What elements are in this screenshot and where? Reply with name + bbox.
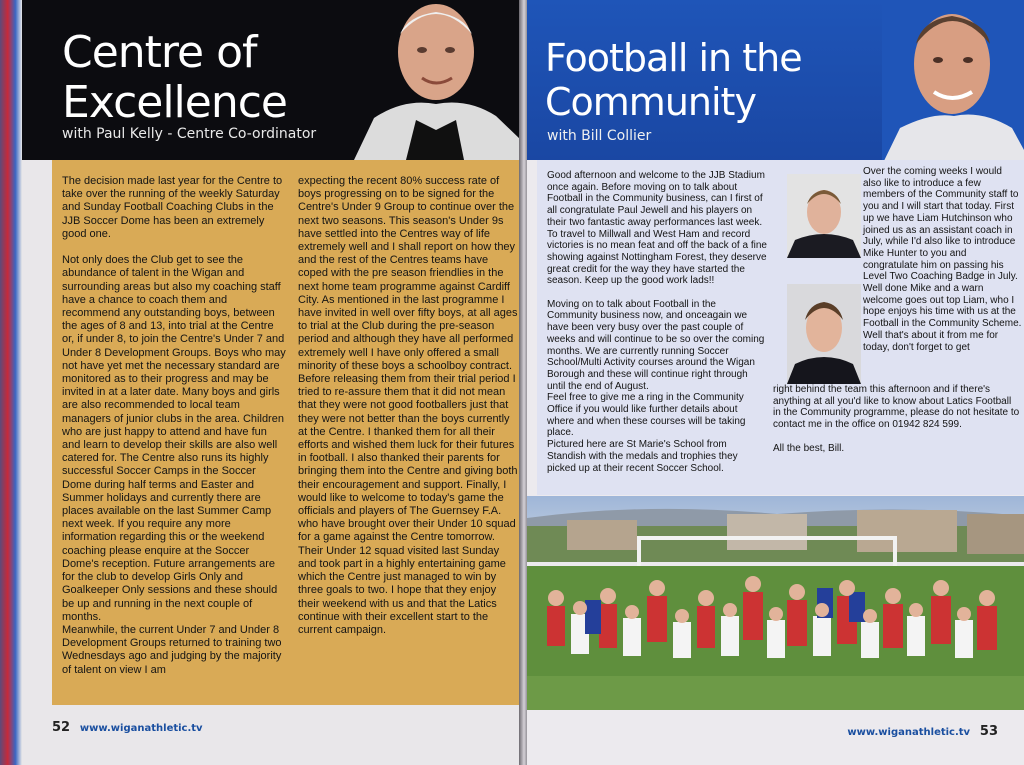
left-page-number: 52 bbox=[52, 720, 71, 735]
right-page-number: 53 bbox=[979, 724, 998, 739]
liam-hutchinson-photo bbox=[787, 174, 861, 258]
left-page-url: www.wiganathletic.tv bbox=[79, 723, 203, 734]
right-page-header bbox=[527, 0, 1024, 160]
right-article-column-3: right behind the team this afternoon and if there's anything at all you'd like to know about Latics Football in the Community programme, please do not hesitate to contact me in the office on 01942 824 599. All the best, Bill. bbox=[773, 384, 1020, 454]
right-page-footer bbox=[847, 724, 998, 739]
left-title-line1: Centre of bbox=[62, 27, 257, 78]
left-page-subtitle: with Paul Kelly - Centre Co-ordinator bbox=[62, 126, 317, 142]
adjacent-pages-edge bbox=[0, 0, 22, 765]
left-article-column-1: The decision made last year for the Centre to take over the running of the weekly Saturday and Sunday Football Coaching Clubs in the JJB Soccer Dome has been an extremely good one. Not only does the Club get to see the abundance of talent in the Wigan and surrounding areas but also my coaching staff have a chance to coach them and recommend any outstanding boys, between the ages of 8 and 13, into trial at the Centre or, if under 8, to join the Centre's Under 7 and Under 8 Development Groups. Boys who may not have yet met the necessary standard are monitored as to their progress and may be invited in at a later date. Many boys and girls are also recommended to local team managers of junior clubs in the area. Children who are just happy to attend and have fun and learn to develop their skills are also well catered for. The Centre also runs its highly successful Soccer Camps in the Soccer Dome during half terms and Easter and Summer holidays and currently there are places available on the last Summer Camp next week. If you require any more information regarding this or the weekend coaching please enquire at the Soccer Dome's reception. Future arrangements are for the club to develop Girls Only and Goalkeeper Only sessions and these should be up and running in the next couple of months. Meanwhile, the current Under 7 and Under 8 Development Groups returned to training two Wednesdays ago and judging by the majority of talent on view I am bbox=[62, 175, 286, 676]
right-article-panel bbox=[537, 160, 1024, 495]
left-article-column-2: expecting the recent 80% success rate of boys progressing on to be signed for the Centre's Under 9 Group to continue over the next two seasons. This season's Under 9s have settled into the Centres way of life extremely well and I shall report on how they and the rest of the Centres teams have coped with the pre season friendlies in the next home team programme against Cardiff City. As mentioned in the last programme I have invited in well over fifty boys, at all ages to trial at the Club during the pre-season period and although they have all performed extremely well I have only offered a small minority of these boys a schoolboy contract. Before releasing them from their trial period I tried to re-assure them that it did not mean that they were not good footballers just that they were not better than the boys currently at the Centre. I thanked them for all their efforts and wished them luck for their futures in football. I also thanked their parents for bringing them into the Centre and giving both their encouragement and support. Finally, I would like to welcome to today's game the officials and players of The Guernsey F.A. who have brought over their Under 10 squad for a game against the Centre tomorrow. Their Under 12 squad visited last Sunday and took part in a highly entertaining game which the Centre just managed to win by three goals to two. I hope that they enjoy their weekend with us and that the Latics continue with their excellent start to the current campaign. bbox=[298, 175, 518, 636]
mike-hunter-photo bbox=[787, 284, 861, 384]
team-photo bbox=[527, 496, 1024, 710]
left-article-panel bbox=[52, 160, 530, 705]
right-article-column-2: Over the coming weeks I would also like to introduce a few members of the Community staff to you and I will start that today. First up we have Liam Hutchinson who joined us as an assistant coach in July, while I'd also like to introduce Mike Hunter to you and congratulate him on passing his Level Two Coaching Badge in July. Well done Mike and a warn welcome goes out top Liam, who I hope enjoys his time with us at the Football in the Community Scheme. Well that's about it from me for today, don't forget to get bbox=[863, 166, 1022, 353]
right-page-title bbox=[545, 36, 802, 124]
right-page bbox=[527, 0, 1024, 765]
right-page-url: www.wiganathletic.tv bbox=[847, 727, 971, 738]
right-title-line1: Football in the bbox=[545, 36, 802, 80]
right-page-subtitle: with Bill Collier bbox=[547, 128, 652, 144]
right-title-line2: Community bbox=[545, 80, 756, 124]
right-article-column-1: Good afternoon and welcome to the JJB Stadium once again. Before moving on to talk about Football in the Community business, can I first of all congratulate Paul Jewell and his players on their two fantastic away performances last week. To travel to Millwall and West Ham and record victories is no mean feat and off the back of a fine showing against Nottingham Forest, they deserve great credit for the way they have started the season. Keep up the good work lads!! Moving on to talk about Football in the Community business now, and onceagain we have been very busy over the past couple of weeks and will continue to be so over the coming months. We are currently running Soccer School/Multi Activity courses around the Wigan Borough and these will continue right through until the end of August. Feel free to give me a ring in the Community Office if you would like further details about where and when these courses will be taking place. Pictured here are St Marie's School from Standish with the medals and trophies they picked up at their recent Soccer School. bbox=[547, 170, 767, 474]
mike-hunter-portrait bbox=[787, 284, 861, 384]
paul-kelly-photo bbox=[344, 0, 521, 160]
left-page-footer bbox=[52, 720, 203, 735]
left-page-header bbox=[22, 0, 521, 160]
left-page-title bbox=[62, 28, 287, 128]
bill-collier-photo bbox=[882, 0, 1024, 160]
liam-hutchinson-portrait bbox=[787, 174, 861, 258]
left-page bbox=[22, 0, 521, 765]
left-title-line2: Excellence bbox=[62, 77, 287, 128]
